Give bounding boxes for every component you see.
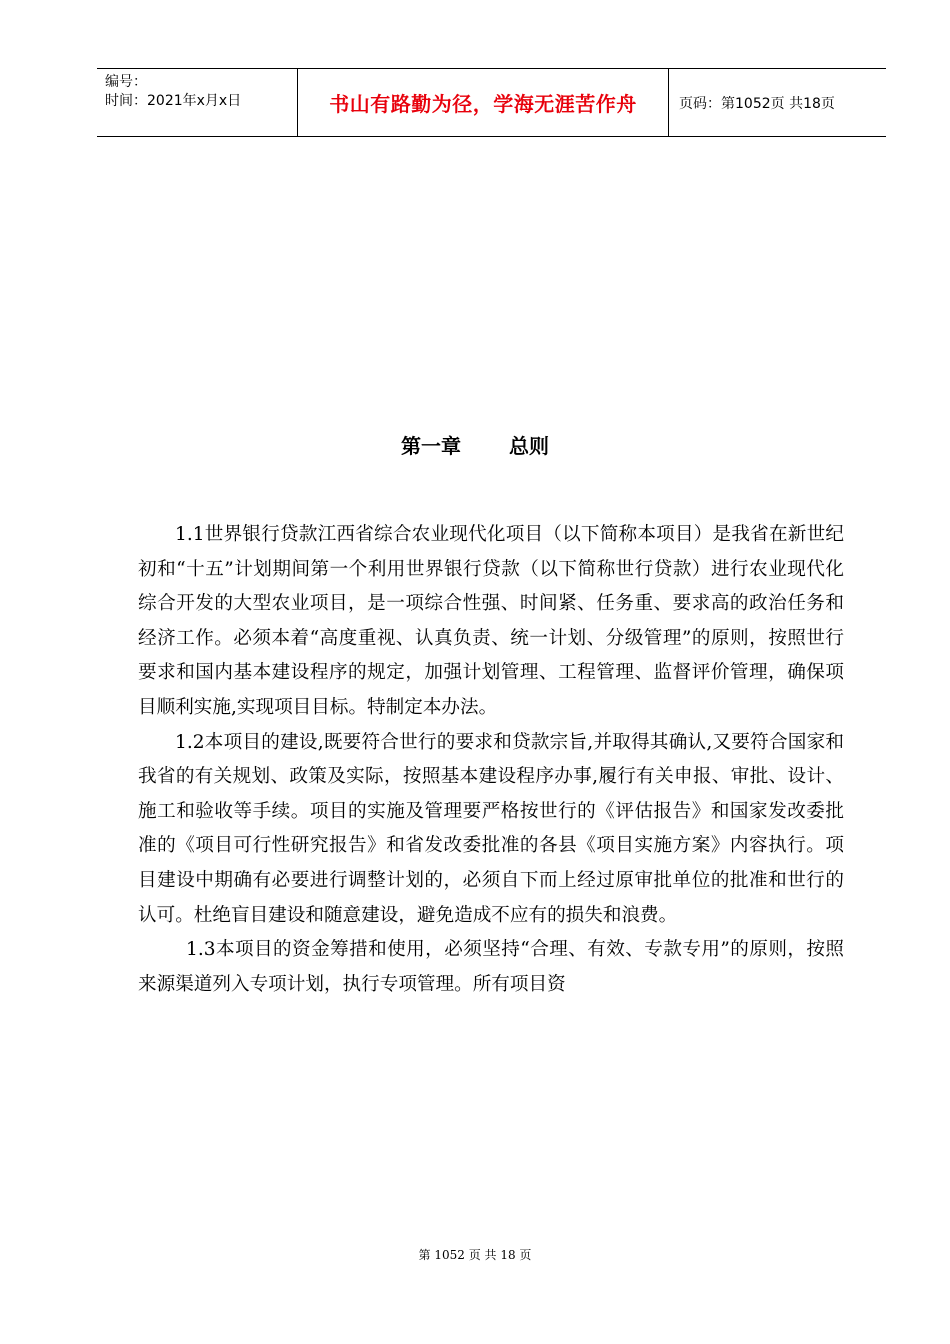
document-header [97,68,886,137]
time-label: 时间：2021年x月x日 [105,93,242,109]
header-page-info: 页码：第1052页 共18页 [679,95,835,112]
paragraph-1-3: 1.3本项目的资金筹措和使用，必须坚持“合理、有效、专款专用”的原则，按照来源渠道列入专项计划，执行专项管理。所有项目资 [138,939,844,995]
paragraph-1-1: 1.1世界银行贷款江西省综合农业现代化项目（以下简称本项目）是我省在新世纪初和“十五”计划期间第一个利用世界银行贷款（以下简称世行贷款）进行农业现代化综合开发的大型农业项目，是一项综合性强、时间紧、任务重、要求高的政治任务和经济工作。必须本着“高度重视、认真负责、统一计划、分级管理”的原则，按照世行要求和国内基本建设程序的规定，加强计划管理、工程管理、监督评价管理，确保项目顺利实施,实现项目目标。特制定本办法。 [138,524,844,718]
number-label: 编号： [105,74,147,90]
chapter-heading [0,430,950,459]
header-motto: 书山有路勤为径，学海无涯苦作舟 [297,69,669,136]
header-meta [97,69,297,136]
body-text [138,518,844,1002]
page-footer: 第 1052 页 共 18 页 [418,1248,532,1262]
paragraph-1-2: 1.2本项目的建设,既要符合世行的要求和贷款宗旨,并取得其确认,又要符合国家和我省的有关规划、政策及实际，按照基本建设程序办事,履行有关申报、审批、设计、施工和验收等手续。项目的实施及管理要严格按世行的《评估报告》和国家发改委批准的《项目可行性研究报告》和省发改委批准的各县《项目实施方案》内容执行。项目建设中期确有必要进行调整计划的，必须自下而上经过原审批单位的批准和世行的认可。杜绝盲目建设和随意建设，避免造成不应有的损失和浪费。 [138,731,844,926]
chapter-title: 总则 [509,434,549,458]
chapter-number: 第一章 [401,434,461,458]
